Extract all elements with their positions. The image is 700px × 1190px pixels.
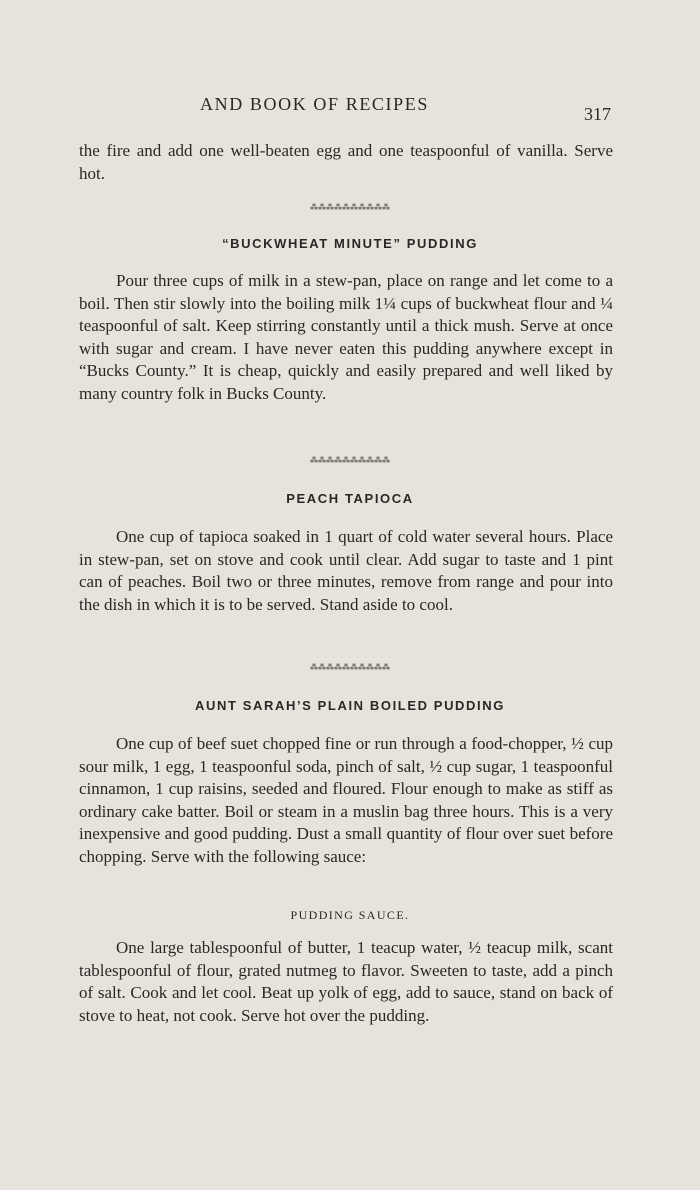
- sauce-title: PUDDING SAUCE.: [290, 908, 410, 922]
- ornament-divider: ⁂⁂⁂⁂⁂⁂⁂⁂⁂⁂: [310, 203, 390, 212]
- sauce-text: One large tablespoonful of butter, 1 teacup water, ½ teacup milk, scant tablespoonful of flour, grated nutmeg to flavor. Sweeten to taste, add a pinch of salt. Cook and let cool. Beat up yolk of egg, add to sauce, stand on back of stove to heat, not cook. Serve hot over the pudding.: [79, 938, 613, 1025]
- recipe-body-buckwheat: [79, 270, 613, 406]
- recipe-text: One cup of tapioca soaked in 1 quart of cold water several hours. Place in stew-pan, set on stove and cook until clear. Add sugar to taste and 1 pint can of peaches. Boil two or three minutes, remove from range and pour into the dish in which it is to be served. Stand aside to cool.: [79, 527, 613, 614]
- sauce-body: [79, 937, 613, 1027]
- recipe-body-peach-tapioca: [79, 526, 613, 616]
- recipe-body-aunt-sarah: [79, 733, 613, 869]
- recipe-text: One cup of beef suet chopped fine or run through a food-chopper, ½ cup sour milk, 1 egg, 1 teaspoonful soda, pinch of salt, ½ cup sugar, 1 teaspoonful cinnamon, 1 cup raisins, seeded and floured. Flour enough to make as stiff as ordinary cake batter. Boil or steam in a muslin bag three hours. This is a very inexpensive and good pudding. Dust a small quantity of flour over suet before chopping. Serve with the following sauce:: [79, 734, 613, 866]
- ornament-divider: ⁂⁂⁂⁂⁂⁂⁂⁂⁂⁂: [310, 456, 390, 465]
- recipe-title-peach-tapioca: PEACH TAPIOCA: [286, 491, 414, 506]
- page-number: 317: [584, 104, 611, 124]
- recipe-text: Pour three cups of milk in a stew-pan, place on range and let come to a boil. Then stir slowly into the boiling milk 1¼ cups of buckwheat flour and ¼ teaspoonful of salt. Keep stirring constantly until a thick mush. Serve at once with sugar and cream. I have never eaten this pudding anywhere except in “Bucks County.” It is cheap, quickly and easily prepared and well liked by many country folk in Bucks County.: [79, 271, 613, 403]
- recipe-title-buckwheat: “BUCKWHEAT MINUTE” PUDDING: [222, 236, 478, 251]
- running-title: AND BOOK OF RECIPES: [200, 94, 429, 114]
- recipe-title-aunt-sarah: AUNT SARAH’S PLAIN BOILED PUDDING: [195, 698, 505, 713]
- running-head: [0, 94, 700, 124]
- continuation-text: the fire and add one well-beaten egg and one teaspoonful of vanilla. Serve hot.: [79, 141, 613, 183]
- continuation-paragraph: [79, 140, 613, 185]
- ornament-divider: ⁂⁂⁂⁂⁂⁂⁂⁂⁂⁂: [310, 663, 390, 672]
